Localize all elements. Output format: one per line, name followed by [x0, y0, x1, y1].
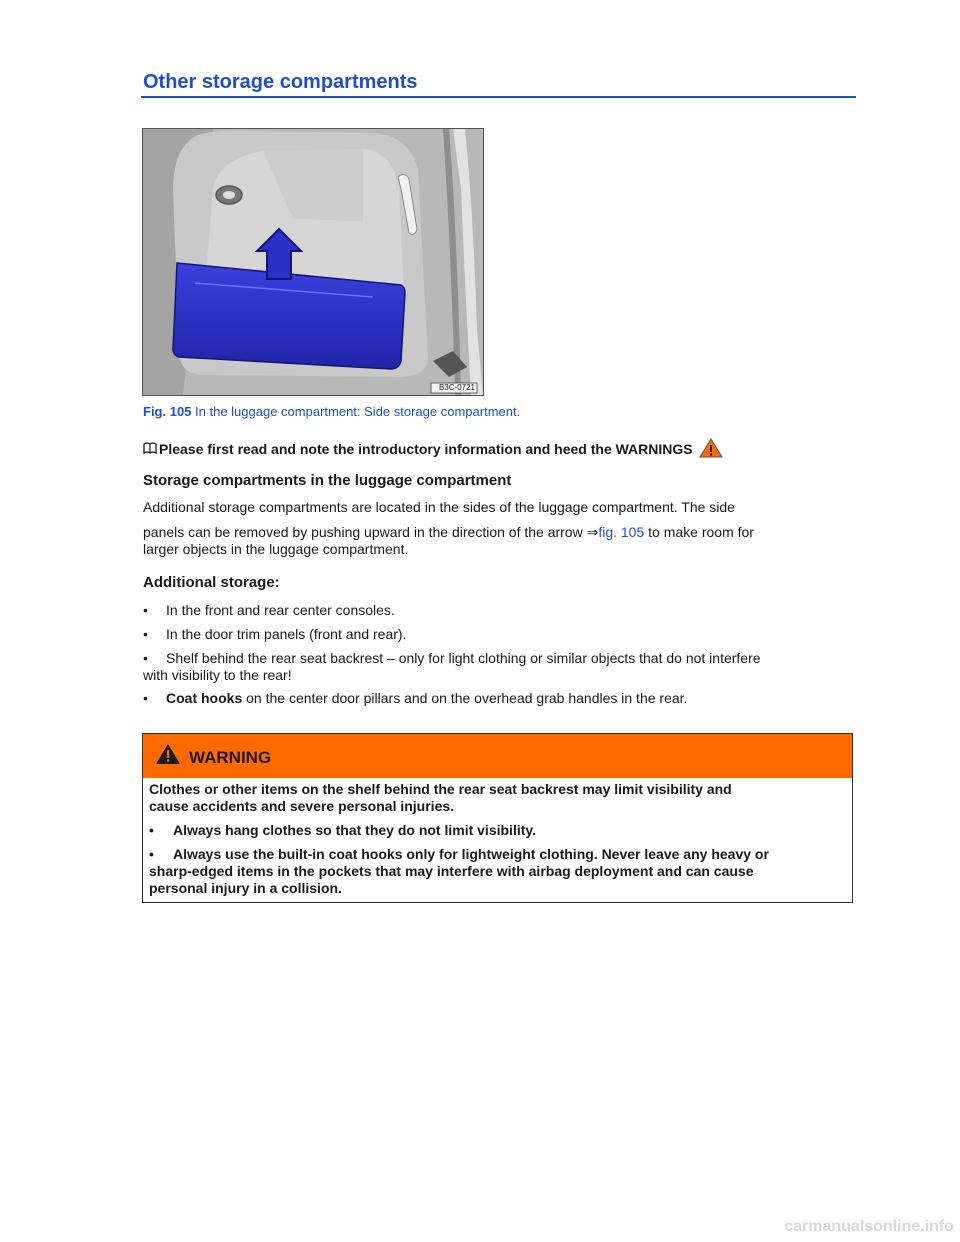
intro-note — [143, 438, 863, 461]
paragraph-text: to make room for — [644, 524, 754, 540]
list-item-continuation: with visibility to the rear! — [143, 667, 292, 683]
fig-105-link[interactable]: fig. 105 — [598, 524, 645, 540]
book-icon — [143, 441, 157, 457]
section-paragraph-line2 — [143, 524, 843, 541]
warning-bullet: • Always hang clothes so that they do not limit visibility. — [149, 822, 537, 838]
list-item: • Shelf behind the rear seat backrest – only for light clothing or similar objects that do not interfere — [143, 650, 761, 666]
warning-triangle-icon[interactable] — [699, 438, 723, 461]
section-paragraph-line1: Additional storage compartments are located in the sides of the luggage compartment. The side — [143, 499, 735, 515]
list-item-text: Shelf behind the rear seat backrest – only for light clothing or similar objects that do not interfere — [166, 650, 761, 666]
warning-bullet-text: Always use the built-in coat hooks only for lightweight clothing. Never leave any heavy or — [173, 846, 769, 862]
list-item: • In the door trim panels (front and rear). — [143, 626, 407, 642]
watermark: carmanualsonline.info — [784, 1218, 954, 1235]
list-item-text: on the center door pillars and on the overhead grab handles in the rear. — [242, 690, 688, 706]
additional-storage-heading: Additional storage: — [143, 574, 280, 591]
warning-text-line2: cause accidents and severe personal injuries. — [149, 798, 455, 814]
figure-number: Fig. 105 — [143, 404, 192, 419]
warning-bullet: • Always use the built-in coat hooks only for lightweight clothing. Never leave any heavy or — [149, 846, 769, 862]
section-heading: Storage compartments in the luggage compartment — [143, 472, 512, 489]
list-item-text: In the front and rear center consoles. — [166, 602, 395, 618]
warning-box — [142, 733, 853, 903]
title-rule — [141, 96, 856, 98]
warning-icon — [155, 743, 181, 770]
warning-text-line1: Clothes or other items on the shelf behind the rear seat backrest may limit visibility and — [149, 781, 732, 797]
warning-bullet-text: Always hang clothes so that they do not limit visibility. — [173, 822, 537, 838]
coat-hooks-bold: Coat hooks — [166, 690, 243, 706]
warning-title: WARNING — [189, 748, 272, 767]
figure-image — [142, 128, 484, 396]
paragraph-text: panels can be removed by pushing upward in the direction of the arrow ⇒ — [143, 524, 599, 540]
figure-caption-text: In the luggage compartment: Side storage compartment. — [191, 404, 521, 419]
warning-bullet-continuation: personal injury in a collision. — [149, 880, 342, 896]
intro-text: Please first read and note the introductory information and heed the WARNINGS — [159, 441, 693, 457]
warning-bullet-continuation: sharp-edged items in the pockets that may interfere with airbag deployment and can cause — [149, 863, 754, 879]
figure-caption — [143, 404, 520, 419]
page-title: Other storage compartments — [143, 71, 418, 93]
list-item-text: In the door trim panels (front and rear). — [166, 626, 407, 642]
warning-header — [143, 734, 852, 778]
figure-code-label: B3C-0721 — [438, 383, 475, 392]
list-item: • In the front and rear center consoles. — [143, 602, 395, 618]
section-paragraph-line3: larger objects in the luggage compartment. — [143, 541, 409, 557]
list-item: • Coat hooks on the center door pillars and on the overhead grab handles in the rear. — [143, 690, 688, 706]
luggage-side-compartment-illustration — [143, 129, 483, 395]
